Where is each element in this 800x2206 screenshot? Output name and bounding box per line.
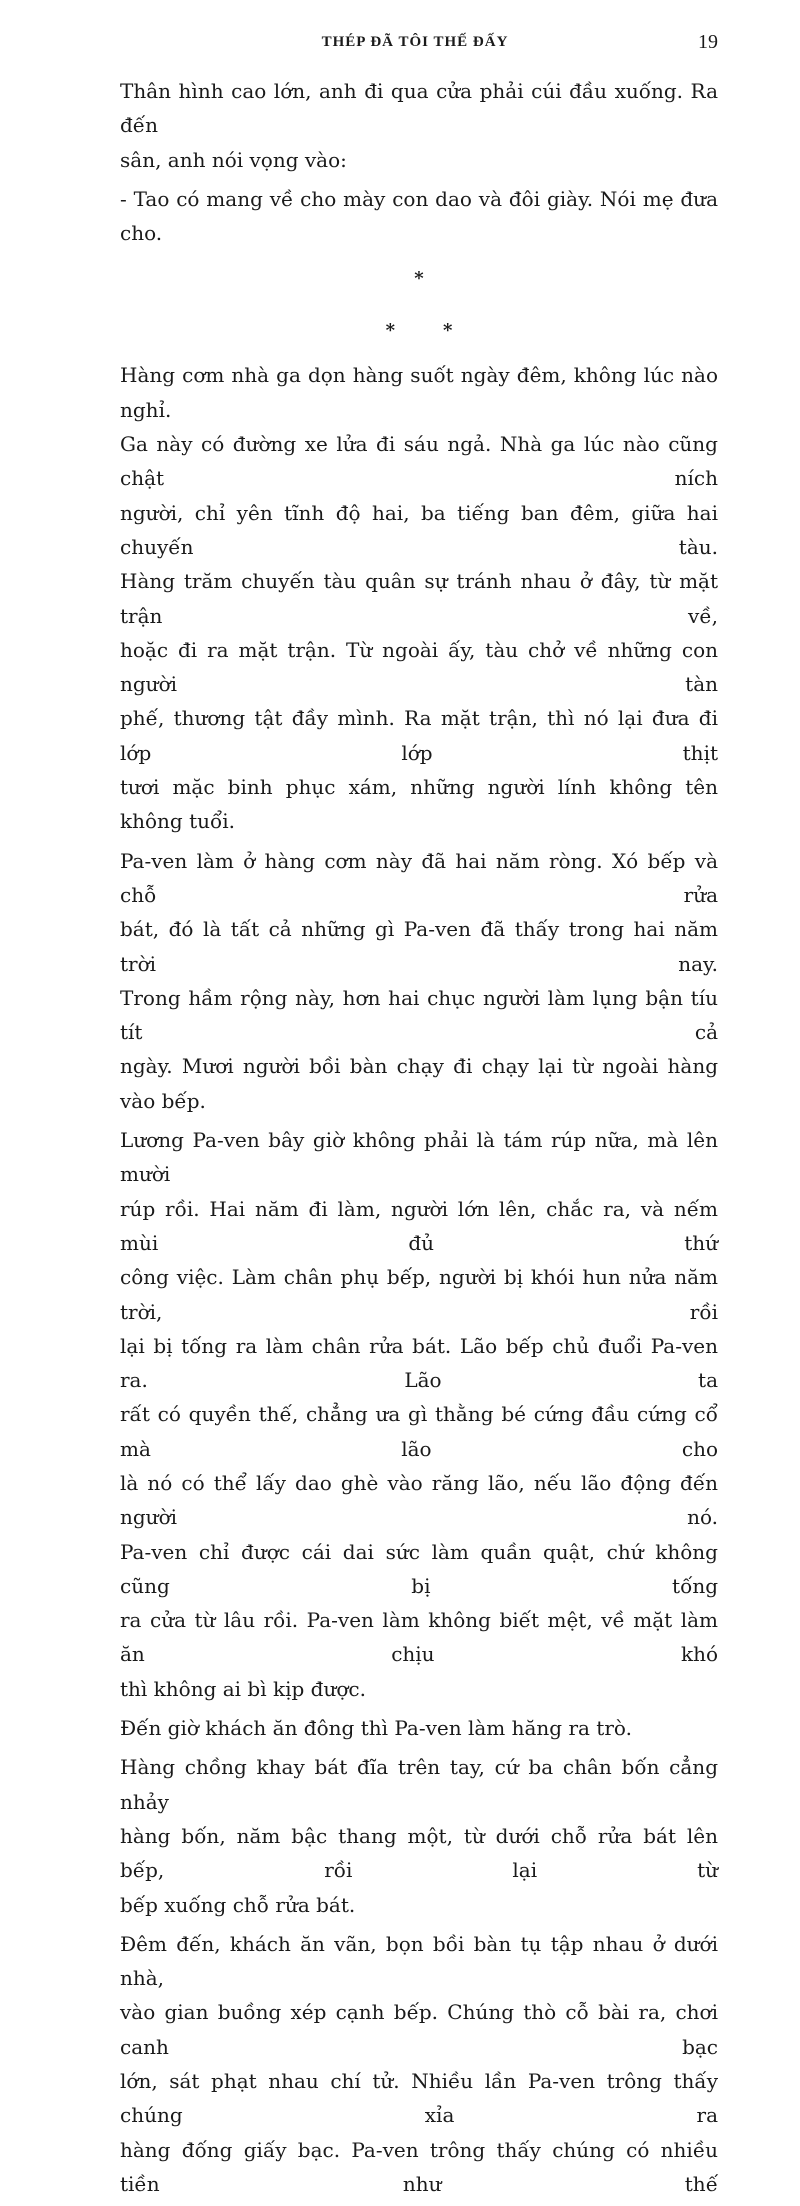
section-separator-double (120, 314, 718, 348)
text-line: Thân hình cao lớn, anh đi qua cửa phải cúi đầu xuống. Ra đến (120, 79, 718, 138)
running-title: THÉP ĐÃ TÔI THẾ ĐẤY (321, 34, 509, 50)
text-line: công việc. Làm chân phụ bếp, người bị khói hun nửa năm trời, rồi (120, 1265, 718, 1324)
text-line: Hàng trăm chuyến tàu quân sự tránh nhau ở đây, từ mặt trận về, (120, 569, 718, 628)
page-number: 19 (698, 31, 718, 53)
text-line: Hàng chồng khay bát đĩa trên tay, cứ ba chân bốn cẳng nhảy (120, 1755, 718, 1814)
paragraph (120, 1711, 718, 1745)
text-line: hoặc đi ra mặt trận. Từ ngoài ấy, tàu chở về những con người tàn (120, 637, 718, 697)
text-line: là nó có thể lấy dao ghè vào răng lão, nếu lão động đến người nó. (120, 1470, 718, 1530)
text-line: rất có quyền thế, chẳng ưa gì thằng bé cứng đầu cứng cổ mà lão cho (120, 1402, 718, 1461)
text-line: Ga này có đường xe lửa đi sáu ngả. Nhà ga lúc nào cũng chật ních (120, 432, 718, 491)
text-line: bát, đó là tất cả những gì Pa-ven đã thấy trong hai năm trời nay. (120, 917, 718, 976)
text-line: lại bị tống ra làm chân rửa bát. Lão bếp chủ đuổi Pa-ven ra. Lão ta (120, 1333, 718, 1393)
separator-star: * (443, 320, 453, 342)
text-line: người, chỉ yên tĩnh độ hai, ba tiếng ban đêm, giữa hai chuyến tàu. (120, 500, 718, 559)
text-line: hàng bốn, năm bậc thang một, từ dưới chỗ rửa bát lên bếp, rồi lại từ (120, 1823, 718, 1883)
page-body (120, 74, 718, 2206)
text-line: tươi mặc binh phục xám, những người lính không tên không tuổi. (120, 775, 718, 834)
text-line: phế, thương tật đầy mình. Ra mặt trận, thì nó lại đưa đi lớp lớp thịt (120, 706, 718, 765)
text-line: sân, anh nói vọng vào: (120, 147, 347, 172)
text-line: Đến giờ khách ăn đông thì Pa-ven làm hăng ra trò. (120, 1716, 632, 1741)
separator-star: * (385, 320, 395, 342)
text-line: ra cửa từ lâu rồi. Pa-ven làm không biết mệt, về mặt làm ăn chịu khó (120, 1608, 718, 1667)
paragraph (120, 1927, 718, 2201)
paragraph (120, 74, 718, 177)
text-line: Pa-ven chỉ được cái dai sức làm quần quật, chứ không cũng bị tống (120, 1539, 718, 1598)
paragraph (120, 1123, 718, 1706)
section-separator-single (120, 262, 718, 296)
paragraph (120, 358, 718, 838)
text-line: ngày. Mươi người bồi bàn chạy đi chạy lại từ ngoài hàng vào bếp. (120, 1054, 718, 1113)
text-line: bếp xuống chỗ rửa bát. (120, 1892, 356, 1917)
page-header (112, 31, 718, 60)
text-line: thì không ai bì kịp được. (120, 1676, 366, 1701)
paragraph (120, 844, 718, 1118)
separator-star: * (414, 268, 424, 290)
text-line: Hàng cơm nhà ga dọn hàng suốt ngày đêm, không lúc nào nghỉ. (120, 363, 718, 422)
paragraph (120, 182, 718, 251)
text-line: Lương Pa-ven bây giờ không phải là tám rúp nữa, mà lên mười (120, 1128, 718, 1187)
text-line: rúp rồi. Hai năm đi làm, người lớn lên, chắc ra, và nếm mùi đủ thứ (120, 1196, 718, 1255)
text-line: Trong hầm rộng này, hơn hai chục người làm lụng bận tíu tít cả (120, 985, 718, 1045)
text-line: lớn, sát phạt nhau chí tử. Nhiều lần Pa-ven trông thấy chúng xỉa ra (120, 2069, 718, 2128)
text-line: hàng đống giấy bạc. Pa-ven trông thấy chúng có nhiều tiền như thế (120, 2137, 718, 2196)
text-line: vào gian buồng xép cạnh bếp. Chúng thò cỗ bài ra, chơi canh bạc (120, 2000, 718, 2059)
paragraph (120, 1750, 718, 1921)
text-line: Đêm đến, khách ăn vãn, bọn bồi bàn tụ tập nhau ở dưới nhà, (120, 1931, 718, 1991)
text-line: - Tao có mang về cho mày con dao và đôi giày. Nói mẹ đưa cho. (120, 186, 718, 246)
text-line: Pa-ven làm ở hàng cơm này đã hai năm ròng. Xó bếp và chỗ rửa (120, 848, 718, 907)
